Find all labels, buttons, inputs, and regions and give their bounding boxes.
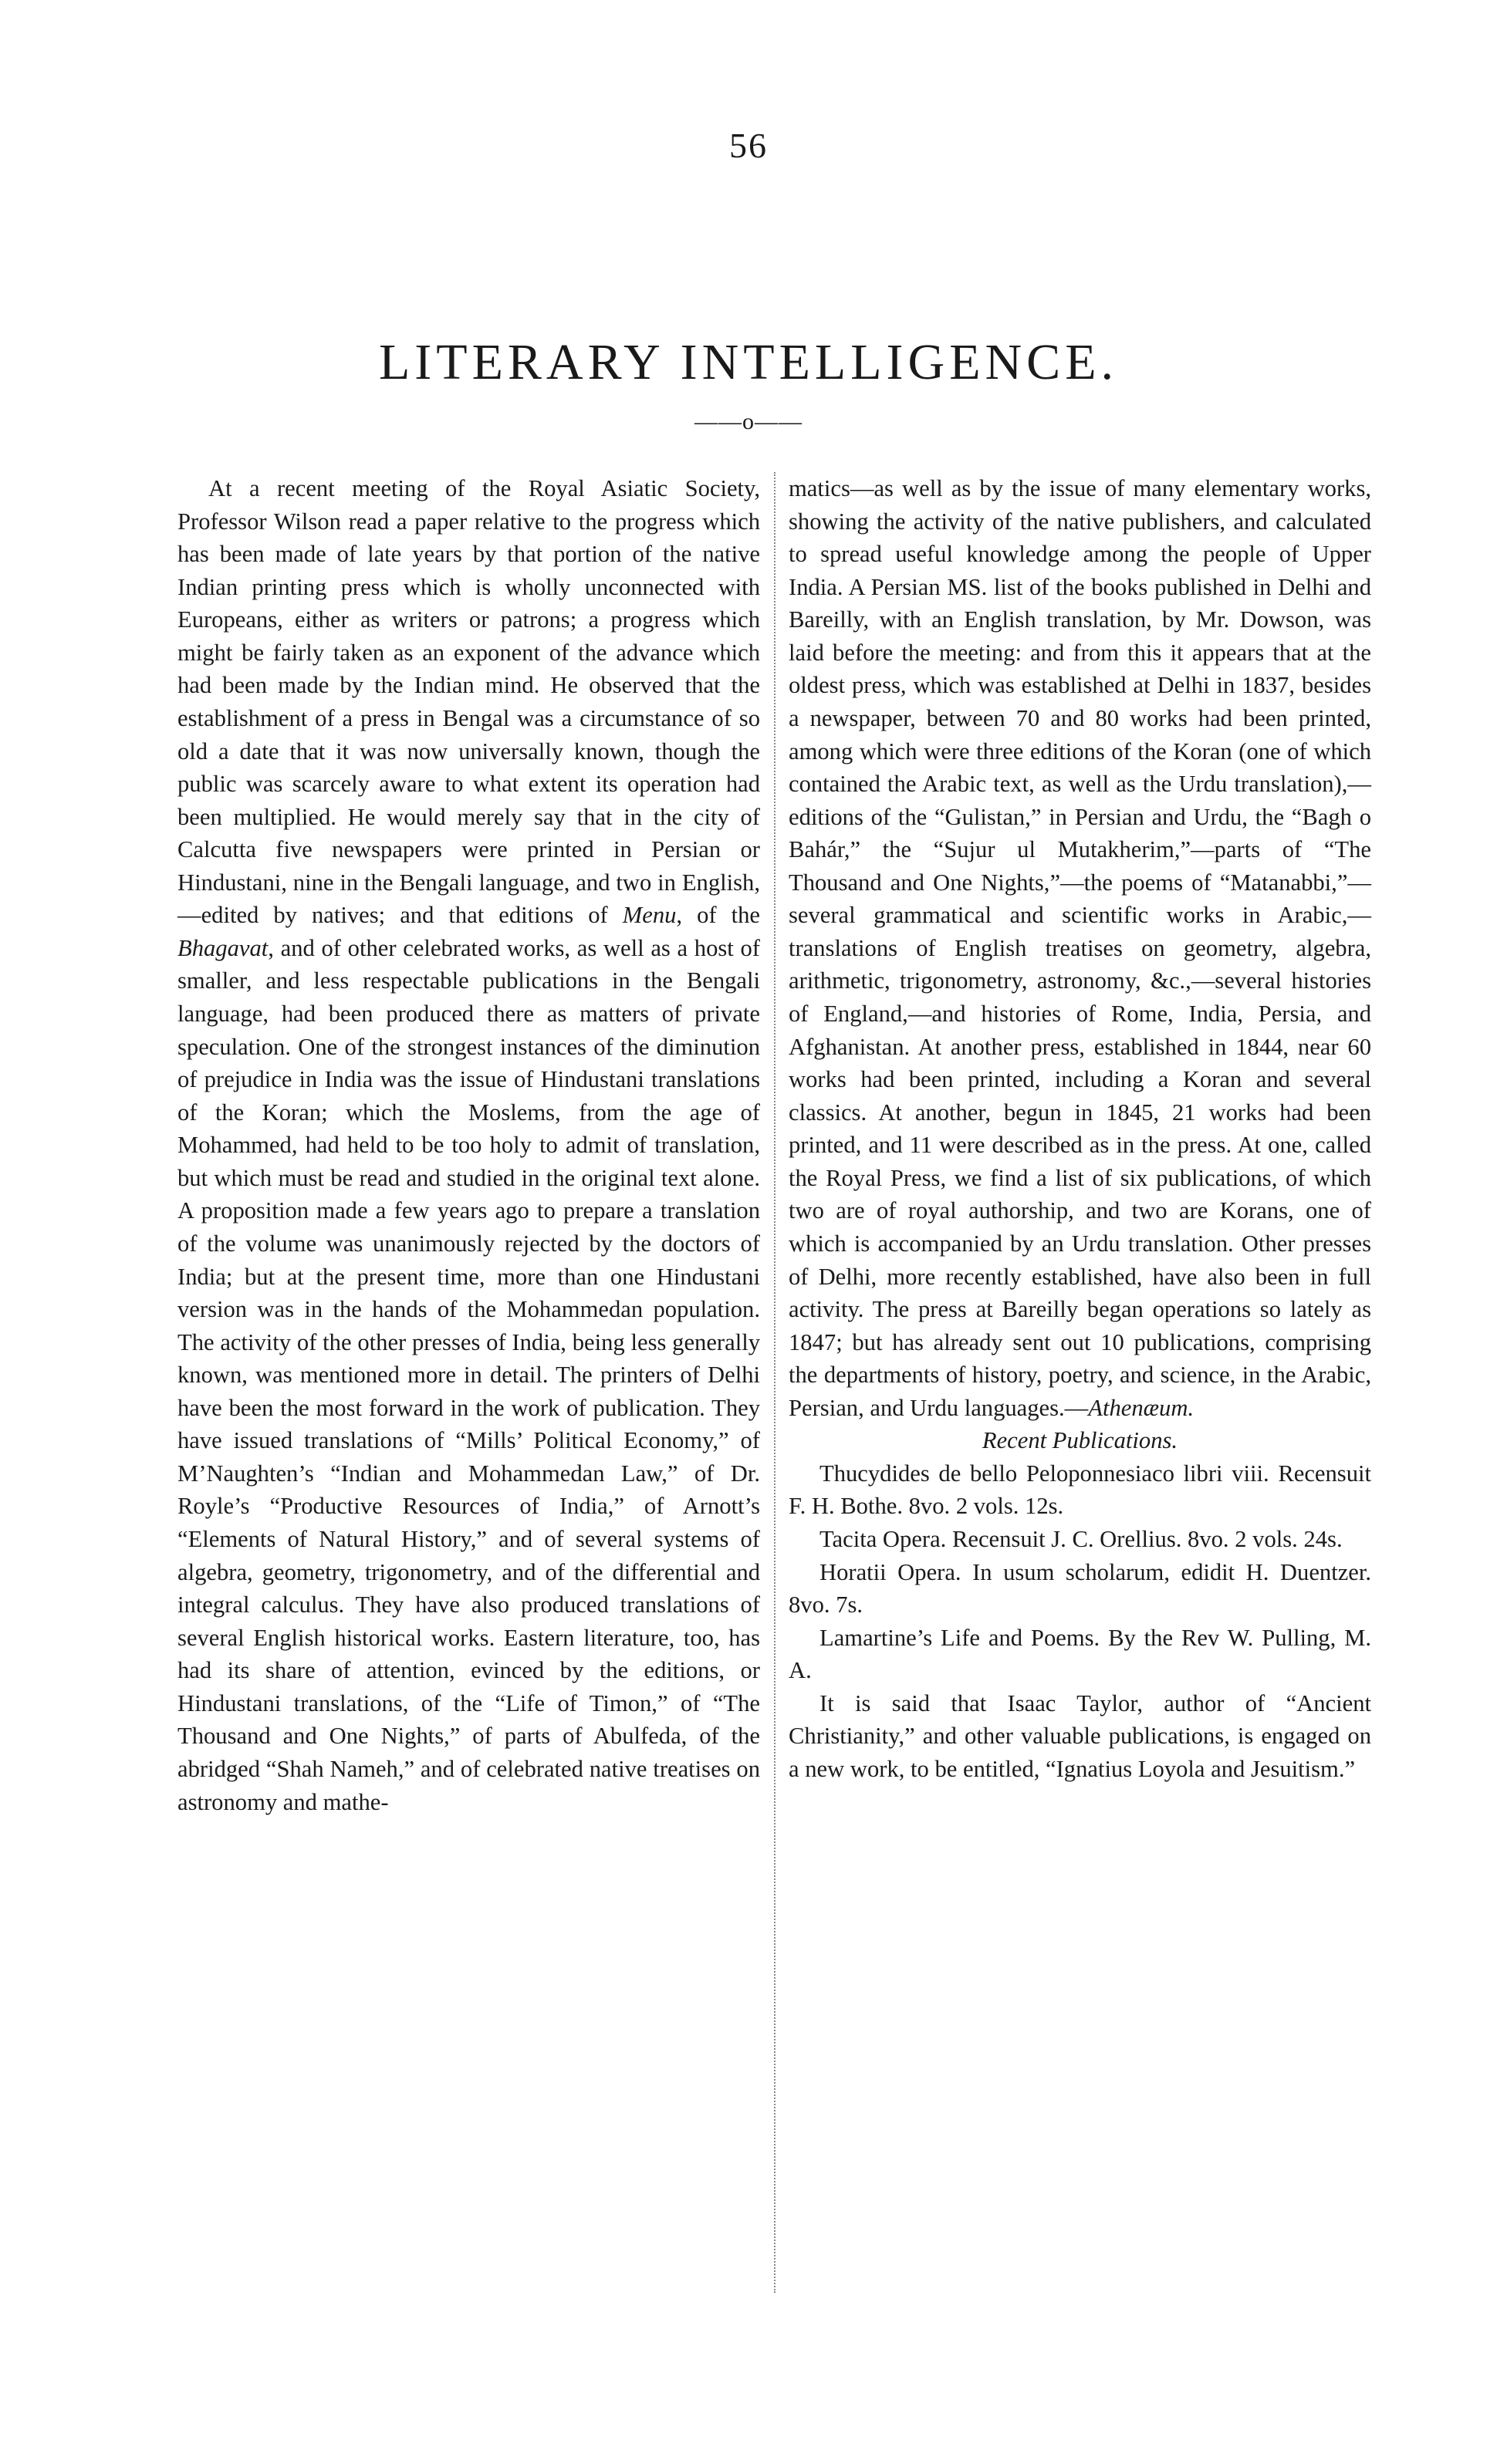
left-column [177, 472, 760, 1818]
paragraph-text: matics—as well as by the issue of many elementary works, showing the activity of the native publishers, and calculated to spread useful knowledge among the people of Upper India. A Persian MS. list of the books published in Delhi and Bareilly, with an English translation, by Mr. Dowson, was laid before the meeting: and from this it appears that at the oldest press, which was established at Delhi in 1837, besides a newspaper, between 70 and 80 works had been printed, among which were three editions of the Koran (one of which contained the Arabic text, as well as the Urdu translation),—editions of the “Gulistan,” in Persian and Urdu, the “Bagh o Bahár,” the “Sujur ul Mutakherim,”—parts of “The Thousand and One Nights,”—the poems of “Matanabbi,”—several grammatical and scientific works in Arabic,—translations of English treatises on geometry, algebra, arithmetic, trigonometry, astronomy, &c.,—several histories of England,—and histories of Rome, India, Persia, and Afghanistan. At another press, established in 1844, near 60 works had been printed, including a Koran and several classics. At another, begun in 1845, 21 works had been printed, and 11 were described as in the press. At one, called the Royal Press, we find a list of six publications, of which two are of royal authorship, and two are Korans, one of which is accompanied by an Urdu translation. Other presses of Delhi, more recently established, have also been in full activity. The press at Bareilly began operations so lately as 1847; but has already sent out 10 publications, comprising the departments of history, poetry, and science, in the Arabic, Persian, and Urdu languages.— [789, 475, 1371, 1421]
right-column [789, 472, 1371, 1786]
paragraph-connector: , of the [676, 902, 760, 929]
paragraph-continuation: , and of other celebrated works, as well as a host of smaller, and less respectable publications in the Bengali language, had been produced there as matters of private speculation. One of the strongest instances of the diminution of prejudice in India was the issue of Hindustani translations of the Koran; which the Moslems, from the age of Mohammed, had held to be too holy to admit of translation, but which must be read and studied in the original text alone. A proposition made a few years ago to prepare a translation of the volume was unanimously rejected by the doctors of India; but at the present time, more than one Hindustani version was in the hands of the Mohammedan population. The activity of the other presses of India, being less generally known, was mentioned more in detail. The printers of Delhi have been the most forward in the work of publication. They have issued translations of “Mills’ Political Economy,” of M’Naughten’s “Indian and Mohammedan Law,” of Dr. Royle’s “Productive Resources of India,” of Arnott’s “Elements of Natural History,” and of several systems of algebra, geometry, trigonometry, and of the differential and integral calculus. They have also produced translations of several English historical works. Eastern literature, too, has had its share of attention, evinced by the editions, or Hindustani translations, of the “Life of Timon,” of “The Thousand and One Nights,” of parts of Abulfeda, of the abridged “Shah Nameh,” and of celebrated native treatises on astronomy and mathe- [177, 934, 760, 1815]
publication-entry: It is said that Isaac Taylor, author of “Ancient Christianity,” and other valuable publications, is engaged on a new work, to be entitled, “Ignatius Loyola and Jesuitism.” [789, 1689, 1371, 1782]
publication-entry: Horatii Opera. In usum scholarum, edidit H. Duentzer. 8vo. 7s. [789, 1558, 1371, 1618]
publication-entry: Lamartine’s Life and Poems. By the Rev W. Pulling, M. A. [789, 1624, 1371, 1684]
article-paragraph [177, 472, 760, 1818]
page-number: 56 [729, 126, 768, 165]
publication-entry: Thucydides de bello Peloponnesiaco libri viii. Recensuit F. H. Bothe. 8vo. 2 vols. 12s. [789, 1460, 1371, 1520]
source-citation: Athenæum. [1088, 1394, 1195, 1421]
paragraph-text: At a recent meeting of the Royal Asiatic Society, Professor Wilson read a paper relative to the progress which has been made of late years by that portion of the native Indian printing press which is wholly unconnected with Europeans, either as writers or patrons; a progress which might be fairly taken as an exponent of the advance which had been made by the Indian mind. He observed that the establishment of a press in Bengal was a circumstance of so old a date that it was now universally known, though the public was scarcely aware to what extent its operation had been multiplied. He would merely say that in the city of Calcutta five newspapers were printed in Persian or Hindustani, nine in the Bengali language, and two in English,—edited by natives; and that editions of [177, 475, 760, 929]
title-ornament: ——o—— [694, 409, 803, 434]
publication-entry: Tacita Opera. Recensuit J. C. Orellius. 8vo. 2 vols. 24s. [819, 1526, 1343, 1552]
menu-title: Menu [622, 902, 677, 929]
section-subheading: Recent Publications. [982, 1427, 1178, 1454]
article-paragraph-continued [789, 472, 1371, 1424]
bhagavat-title: Bhagavat [177, 934, 269, 961]
column-divider [774, 472, 776, 2293]
page-title: LITERARY INTELLIGENCE. [378, 334, 1119, 390]
